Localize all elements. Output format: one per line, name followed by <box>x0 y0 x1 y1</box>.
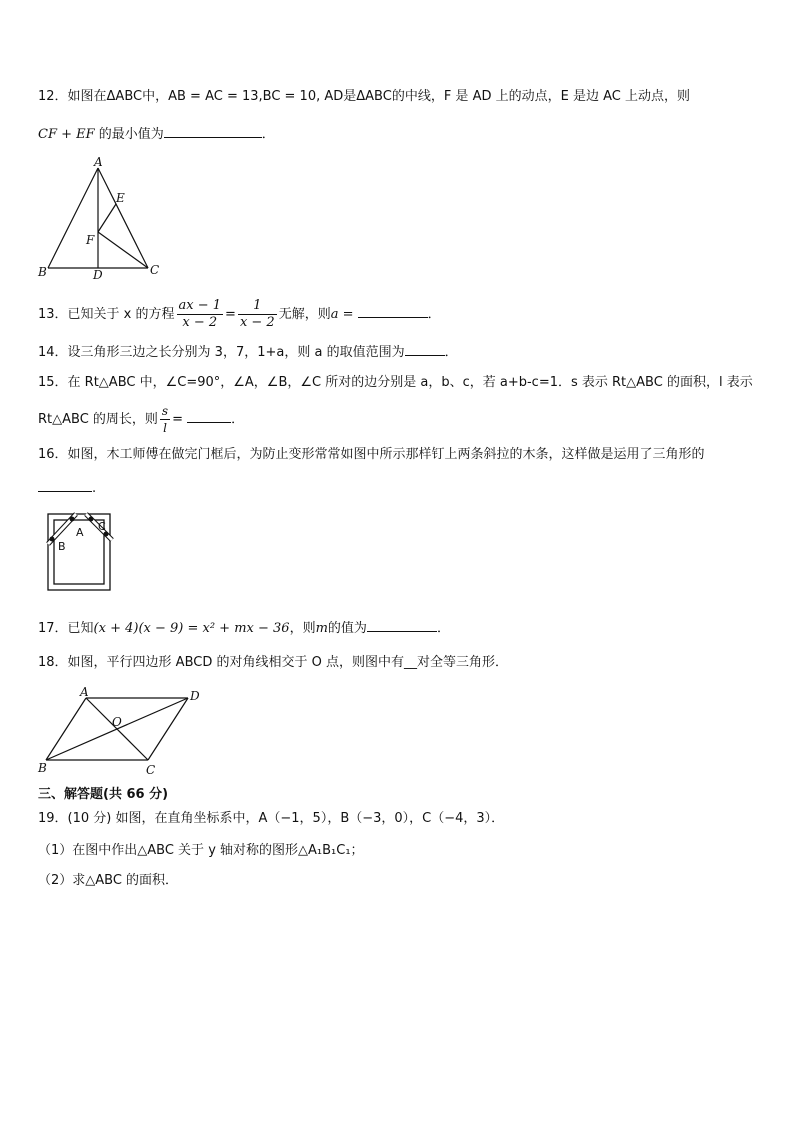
q15-fraction <box>160 403 170 436</box>
q14-text: 14．设三角形三边之长分别为 3，7，1+a，则 a 的取值范围为 <box>38 345 405 360</box>
q15-answer-blank <box>187 409 231 423</box>
q12-label-C: C <box>150 263 160 277</box>
q19-sub1: （1）在图中作出△ABC 关于 y 轴对称的图形△A₁B₁C₁； <box>38 843 364 858</box>
q14-answer-blank <box>405 342 445 356</box>
q12-expression: CF + EF <box>38 127 95 142</box>
q17-expression: (x + 4)(x − 9) = x² + mx − 36 <box>93 621 290 636</box>
q13-variable: a = <box>330 307 354 322</box>
q12-label-E: E <box>116 191 125 205</box>
q18-label-O: O <box>112 715 122 729</box>
q14-line <box>38 342 458 362</box>
q16-label-C: C <box>98 520 106 533</box>
q18-label-C: C <box>146 763 156 777</box>
q13-frac2-denominator: x − 2 <box>239 315 275 330</box>
q15-line1: 15．在 Rt△ABC 中，∠C=90°，∠A，∠B，∠C 所对的边分别是 a，b、c，若 a+b-c=1．s 表示 Rt△ABC 的面积，l 表示 <box>38 375 753 390</box>
section3-title: 三、解答题(共 66 分) <box>38 787 169 802</box>
q17-answer-blank <box>367 618 437 632</box>
q17-text: 17．已知 <box>38 621 94 636</box>
q12-triangle-figure <box>30 152 170 284</box>
q13-frac1-denominator: x − 2 <box>182 315 218 330</box>
q15-frac-denominator: l <box>163 421 167 435</box>
q12-line1: 12．如图在ΔABC中，AB = AC = 13,BC = 10, AD是ΔABC的中线，F 是 AD 上的动点，E 是边 AC 上动点，则 <box>38 89 690 104</box>
q12-question-text: 的最小值为 <box>94 127 164 142</box>
q17-variable: m <box>315 621 328 636</box>
q19-sub2: （2）求△ABC 的面积． <box>38 873 179 888</box>
q15-period: ． <box>231 412 245 427</box>
q18-parallelogram-figure <box>34 684 214 778</box>
q18-label-B: B <box>38 761 47 775</box>
q13-text: 13．已知关于 x 的方程 <box>38 307 175 322</box>
q15-text: Rt△ABC 的周长，则 <box>38 412 158 427</box>
q17-line <box>38 618 450 638</box>
q14-period: ． <box>444 345 458 360</box>
q17-period: ． <box>436 621 450 636</box>
q15-equals: = <box>172 412 183 427</box>
q15-frac-numerator: s <box>161 404 169 418</box>
q13-answer-blank <box>358 304 428 318</box>
q16-label-A: A <box>76 526 84 539</box>
q12-answer-blank <box>164 124 262 138</box>
q12-period: ． <box>261 127 275 142</box>
q12-label-D: D <box>93 268 103 282</box>
q13-mid-text: 无解，则 <box>278 307 331 322</box>
q16-line1: 16．如图，木工师傅在做完门框后，为防止变形常常如图中所示那样钉上两条斜拉的木条，这样做是运用了三角形的 <box>38 447 705 462</box>
q13-line <box>38 296 441 334</box>
q17-post-text: 的值为 <box>327 621 367 636</box>
q13-equals: = <box>225 307 236 322</box>
q18-line: 18．如图，平行四边形 ABCD 的对角线相交于 O 点，则图中有__对全等三角形． <box>38 655 508 670</box>
q16-label-B: B <box>58 540 66 553</box>
q16-door-frame-figure <box>40 508 120 592</box>
q13-frac1-numerator: ax − 1 <box>178 298 222 313</box>
q15-line2 <box>38 402 244 438</box>
q13-fraction-1 <box>177 298 224 331</box>
q12-label-F: F <box>86 233 95 247</box>
q13-frac2-numerator: 1 <box>238 298 277 315</box>
q18-label-D: D <box>190 689 200 703</box>
q19-line1: 19．(10 分) 如图，在直角坐标系中，A（−1，5），B（−3，0），C（−4，3）． <box>38 811 505 826</box>
q16-period: . <box>92 481 97 496</box>
q12-label-A: A <box>94 155 103 169</box>
q17-mid-text: ，则 <box>289 621 316 636</box>
q18-label-A: A <box>80 685 89 699</box>
q16-answer-blank <box>38 478 92 492</box>
q12-line2 <box>38 124 275 144</box>
q16-line2 <box>38 478 96 498</box>
q12-label-B: B <box>38 265 47 279</box>
q13-fraction-2 <box>238 298 277 331</box>
q13-period: ． <box>427 307 441 322</box>
